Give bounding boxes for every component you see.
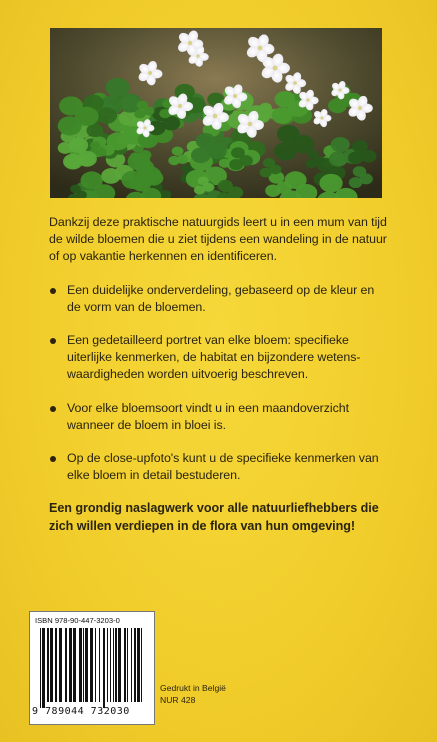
- intro-paragraph: Dankzij deze praktische natuurgids leert u in een mum van tijd de wilde bloemen die u ziet tijdens een wandeling in de natuur of op vakantie herkennen en identificeren.: [49, 215, 387, 264]
- bullet-icon: [50, 288, 56, 294]
- feature-list: [49, 282, 387, 485]
- bullet-icon: [50, 406, 56, 412]
- description-text-block: [49, 214, 387, 548]
- barcode-digits: 9 789044 732030: [32, 706, 130, 717]
- bullet-icon: [50, 456, 56, 462]
- feature-list-item: Voor elke bloemsoort vindt u in een maandoverzicht wanneer de bloem in bloei is.: [49, 400, 387, 434]
- cover-photo-wildflowers: [50, 28, 382, 198]
- feature-list-item: Een duidelijke onderverdeling, gebaseerd op de kleur en de vorm van de bloemen.: [49, 282, 387, 316]
- isbn-barcode: [29, 611, 155, 725]
- barcode-icon: [38, 628, 146, 708]
- print-info: [160, 682, 226, 706]
- isbn-label: ISBN 978-90-447-3203-0: [35, 616, 120, 625]
- feature-list-item: Een gedetailleerd portret van elke bloem: specifieke uiterlijke kenmerken, de habitat en bijzondere wetens-waardigheden worden uitvoerig beschreven.: [49, 332, 387, 384]
- feature-list-item: Op de close-upfoto's kunt u de specifieke kenmerken van elke bloem in detail bestuderen.: [49, 450, 387, 484]
- bullet-icon: [50, 338, 56, 344]
- printed-in-label: Gedrukt in België: [160, 683, 226, 693]
- closing-statement: Een grondig naslagwerk voor alle natuurliefhebbers die zich willen verdiepen in de flora van hun omgeving!: [49, 501, 379, 533]
- nur-code: NUR 428: [160, 695, 196, 705]
